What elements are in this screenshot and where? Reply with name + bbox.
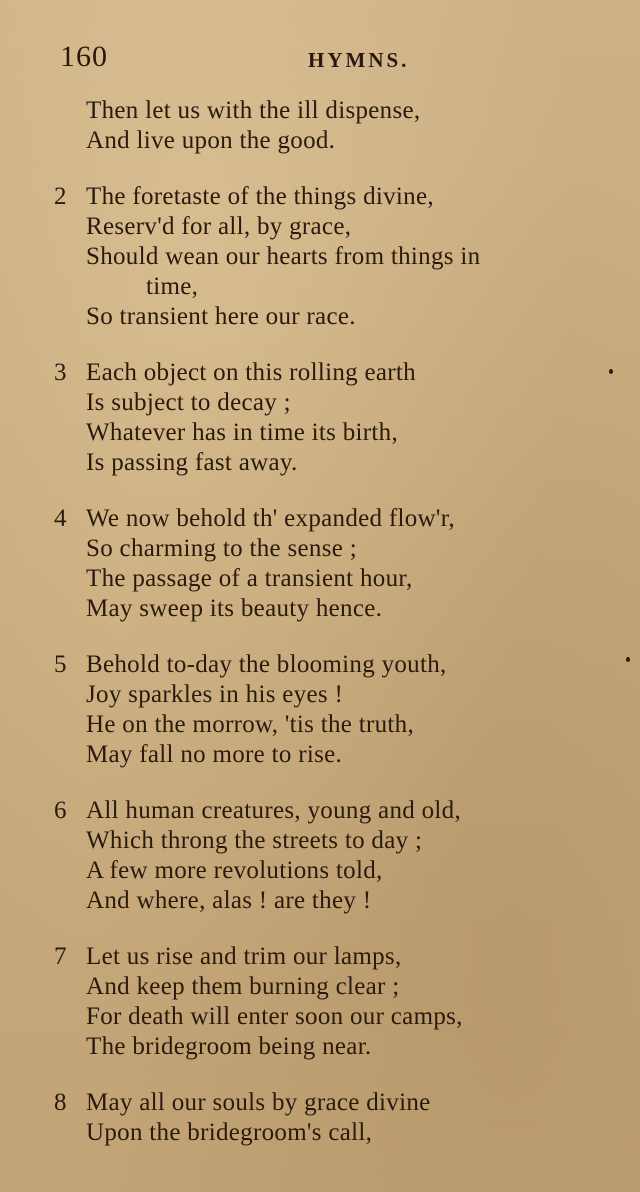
verse-line: Which throng the streets to day ; <box>86 827 423 854</box>
stanza-number: 6 <box>54 797 67 824</box>
verse-line: Reserv'd for all, by grace, <box>86 213 352 240</box>
verse-line: And live upon the good. <box>86 127 336 154</box>
verse-line: He on the morrow, 'tis the truth, <box>86 711 415 738</box>
stanza-7 <box>0 942 640 1062</box>
verse-line: Is passing fast away. <box>86 449 298 476</box>
stanza-6 <box>0 796 640 916</box>
verse-line: The passage of a transient hour, <box>86 565 413 592</box>
hymn-text <box>0 96 640 1174</box>
stanza-2 <box>0 182 640 332</box>
verse-line: Is subject to decay ; <box>86 389 291 416</box>
stanza-number: 3 <box>54 359 67 386</box>
verse-line: May fall no more to rise. <box>86 741 343 768</box>
verse-line: And where, alas ! are they ! <box>86 887 372 914</box>
verse-line-continuation: time, <box>146 273 199 300</box>
ink-speck <box>626 657 630 662</box>
verse-line: May all our souls by grace divine <box>86 1089 431 1116</box>
verse-line: May sweep its beauty hence. <box>86 595 383 622</box>
verse-line: Upon the bridegroom's call, <box>86 1119 373 1146</box>
stanza-8 <box>0 1088 640 1148</box>
stanza-number: 8 <box>54 1089 67 1116</box>
stanza-number: 5 <box>54 651 67 678</box>
verse-line: Let us rise and trim our lamps, <box>86 943 402 970</box>
verse-line: The foretaste of the things divine, <box>86 183 434 210</box>
verse-line: So charming to the sense ; <box>86 535 357 562</box>
verse-line: Each object on this rolling earth <box>86 359 416 386</box>
verse-line: Should wean our hearts from things in <box>86 243 481 270</box>
verse-line: All human creatures, young and old, <box>86 797 461 824</box>
verse-line: Behold to-day the blooming youth, <box>86 651 447 678</box>
stanza-continuation <box>0 96 640 156</box>
stanza-3 <box>0 358 640 478</box>
verse-line: Then let us with the ill dispense, <box>86 97 421 124</box>
verse-line: The bridegroom being near. <box>86 1033 372 1060</box>
verse-line: A few more revolutions told, <box>86 857 383 884</box>
verse-line: Whatever has in time its birth, <box>86 419 398 446</box>
stanza-number: 2 <box>54 183 67 210</box>
verse-line: So transient here our race. <box>86 303 356 330</box>
verse-line: We now behold th' expanded flow'r, <box>86 505 455 532</box>
page-number: 160 <box>60 40 108 73</box>
running-head: HYMNS. <box>308 48 410 72</box>
stanza-5 <box>0 650 640 770</box>
verse-line: And keep them burning clear ; <box>86 973 400 1000</box>
stanza-number: 7 <box>54 943 67 970</box>
verse-line: For death will enter soon our camps, <box>86 1003 463 1030</box>
stanza-4 <box>0 504 640 624</box>
verse-line: Joy sparkles in his eyes ! <box>86 681 344 708</box>
ink-speck <box>609 369 613 374</box>
stanza-number: 4 <box>54 505 67 532</box>
page-header <box>60 40 620 76</box>
